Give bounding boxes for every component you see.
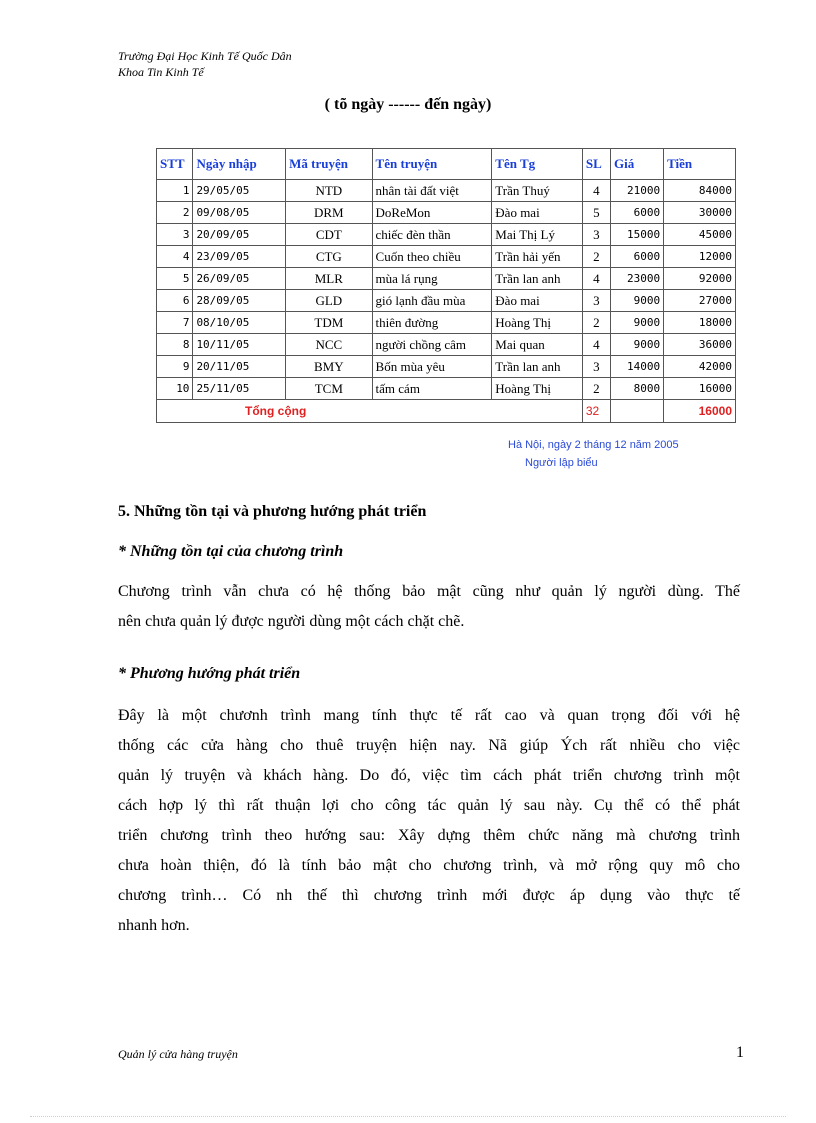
total-label: Tổng cộng (157, 400, 583, 423)
cell-qty: 2 (582, 378, 610, 400)
cell-qty: 2 (582, 246, 610, 268)
table-row (157, 356, 736, 378)
cell-title: Cuốn theo chiều (372, 246, 492, 268)
cell-code: TCM (286, 378, 372, 400)
cell-title: chiếc đèn thần (372, 224, 492, 246)
cell-stt: 10 (157, 378, 193, 400)
col-header-price: Giá (610, 149, 663, 180)
table-row (157, 334, 736, 356)
cell-amount: 18000 (664, 312, 736, 334)
paragraph-line: chương trình… Có nh thế thì chương trình mới được áp dụng vào thực tế (118, 887, 740, 904)
paragraph-limitations (118, 577, 740, 637)
paragraph-line: thống các cửa hàng cho thuê truyện hiện nay. Nã giúp Ých rất nhiều cho việc (118, 737, 740, 754)
total-price-empty (610, 400, 663, 423)
report-body (157, 180, 736, 423)
cell-qty: 3 (582, 224, 610, 246)
col-header-code: Mã truyện (286, 149, 372, 180)
cell-code: NCC (286, 334, 372, 356)
cell-price: 23000 (610, 268, 663, 290)
cell-title: gió lạnh đầu mùa (372, 290, 492, 312)
cell-date: 29/05/05 (193, 180, 286, 202)
cell-qty: 5 (582, 202, 610, 224)
cell-amount: 16000 (664, 378, 736, 400)
col-header-date: Ngày nhập (193, 149, 286, 180)
cell-title: nhân tài đất việt (372, 180, 492, 202)
table-row (157, 224, 736, 246)
cell-qty: 4 (582, 268, 610, 290)
table-row (157, 290, 736, 312)
cell-code: CTG (286, 246, 372, 268)
cell-date: 20/11/05 (193, 356, 286, 378)
section-heading: 5. Những tồn tại và phương hướng phát triển (118, 503, 427, 520)
cell-stt: 6 (157, 290, 193, 312)
cell-author: Trần Thuý (492, 180, 583, 202)
cell-code: MLR (286, 268, 372, 290)
cell-author: Trần lan anh (492, 268, 583, 290)
cell-date: 25/11/05 (193, 378, 286, 400)
cell-title: người chồng câm (372, 334, 492, 356)
cell-title: DoReMon (372, 202, 492, 224)
paragraph-line: chưa hoàn thiện, đó là tính bảo mật cho chương trình, và mở rộng quy mô cho (118, 857, 740, 874)
subheading-direction: * Phương hướng phát triển (118, 665, 301, 682)
cell-stt: 8 (157, 334, 193, 356)
cell-date: 08/10/05 (193, 312, 286, 334)
report-table (156, 148, 736, 423)
col-header-stt: STT (157, 149, 193, 180)
cell-stt: 4 (157, 246, 193, 268)
cell-author: Hoàng Thị (492, 378, 583, 400)
table-row (157, 202, 736, 224)
cell-stt: 3 (157, 224, 193, 246)
cell-author: Hoàng Thị (492, 312, 583, 334)
cell-title: Bốn mùa yêu (372, 356, 492, 378)
cell-title: thiên đường (372, 312, 492, 334)
subheading-limitations: * Những tồn tại của chương trình (118, 543, 344, 560)
cell-code: DRM (286, 202, 372, 224)
cell-date: 28/09/05 (193, 290, 286, 312)
paragraph-direction (118, 701, 740, 941)
cell-code: BMY (286, 356, 372, 378)
cell-amount: 42000 (664, 356, 736, 378)
total-row (157, 400, 736, 423)
cell-price: 6000 (610, 246, 663, 268)
cell-amount: 12000 (664, 246, 736, 268)
cell-code: TDM (286, 312, 372, 334)
cell-qty: 3 (582, 290, 610, 312)
total-amount: 16000 (664, 400, 736, 423)
cell-stt: 9 (157, 356, 193, 378)
table-row (157, 180, 736, 202)
paragraph-line: triển chương trình theo hướng sau: Xây dựng thêm chức năng mà chương trình (118, 827, 740, 844)
signature-place-date: Hà Nội, ngày 2 tháng 12 năm 2005 (508, 439, 679, 451)
col-header-amount: Tiền (664, 149, 736, 180)
col-header-author: Tên Tg (492, 149, 583, 180)
table-row (157, 378, 736, 400)
cell-title: tấm cám (372, 378, 492, 400)
cell-price: 6000 (610, 202, 663, 224)
cell-price: 9000 (610, 312, 663, 334)
cell-author: Đào mai (492, 202, 583, 224)
cell-code: GLD (286, 290, 372, 312)
cell-author: Trần lan anh (492, 356, 583, 378)
cell-date: 10/11/05 (193, 334, 286, 356)
cell-qty: 4 (582, 334, 610, 356)
cell-stt: 7 (157, 312, 193, 334)
cell-code: CDT (286, 224, 372, 246)
report-subtitle: ( tõ ngày ------ đến ngày) (324, 96, 492, 113)
cell-date: 09/08/05 (193, 202, 286, 224)
cell-price: 14000 (610, 356, 663, 378)
cell-price: 8000 (610, 378, 663, 400)
cell-price: 9000 (610, 290, 663, 312)
cell-amount: 84000 (664, 180, 736, 202)
paragraph-line: cách hợp lý thì rất thuận lợi cho công tác quản lý sau này. Cụ thể có thể phát (118, 797, 740, 814)
paragraph-line: Chương trình vẫn chưa có hệ thống bảo mật cũng như quản lý người dùng. Thế (118, 583, 740, 600)
cell-author: Trần hải yến (492, 246, 583, 268)
cell-price: 21000 (610, 180, 663, 202)
paragraph-line: Đây là một chươnh trình mang tính thực tế rất cao và quan trọng đối với hệ (118, 707, 740, 724)
cell-author: Mai quan (492, 334, 583, 356)
total-qty: 32 (582, 400, 610, 423)
paragraph-line: nhanh hơn. (118, 917, 190, 934)
cell-author: Mai Thị Lý (492, 224, 583, 246)
school-name: Trường Đại Học Kinh Tế Quốc Dân (118, 49, 292, 63)
table-row (157, 312, 736, 334)
paragraph-line: nên chưa quản lý được người dùng một cách chặt chẽ. (118, 613, 465, 630)
cell-price: 9000 (610, 334, 663, 356)
col-header-title: Tên truyện (372, 149, 492, 180)
cell-qty: 4 (582, 180, 610, 202)
cell-qty: 2 (582, 312, 610, 334)
cell-price: 15000 (610, 224, 663, 246)
cell-amount: 92000 (664, 268, 736, 290)
table-row (157, 246, 736, 268)
cell-code: NTD (286, 180, 372, 202)
footer-title: Quản lý cửa hàng truyện (118, 1047, 238, 1061)
faculty-name: Khoa Tin Kinh Tế (118, 65, 204, 79)
signature-role: Người lập biểu (525, 457, 598, 469)
cell-stt: 2 (157, 202, 193, 224)
table-row (157, 268, 736, 290)
page-divider (30, 1116, 786, 1117)
cell-stt: 5 (157, 268, 193, 290)
cell-date: 23/09/05 (193, 246, 286, 268)
cell-date: 20/09/05 (193, 224, 286, 246)
cell-amount: 30000 (664, 202, 736, 224)
page-number: 1 (736, 1044, 744, 1061)
cell-amount: 27000 (664, 290, 736, 312)
col-header-qty: SL (582, 149, 610, 180)
cell-amount: 36000 (664, 334, 736, 356)
cell-title: mùa lá rụng (372, 268, 492, 290)
cell-amount: 45000 (664, 224, 736, 246)
cell-date: 26/09/05 (193, 268, 286, 290)
paragraph-line: quản lý truyện và khách hàng. Do đó, việc tìm cách phát triển chương trình một (118, 767, 740, 784)
cell-author: Đào mai (492, 290, 583, 312)
cell-qty: 3 (582, 356, 610, 378)
table-header-row (157, 149, 736, 180)
cell-stt: 1 (157, 180, 193, 202)
